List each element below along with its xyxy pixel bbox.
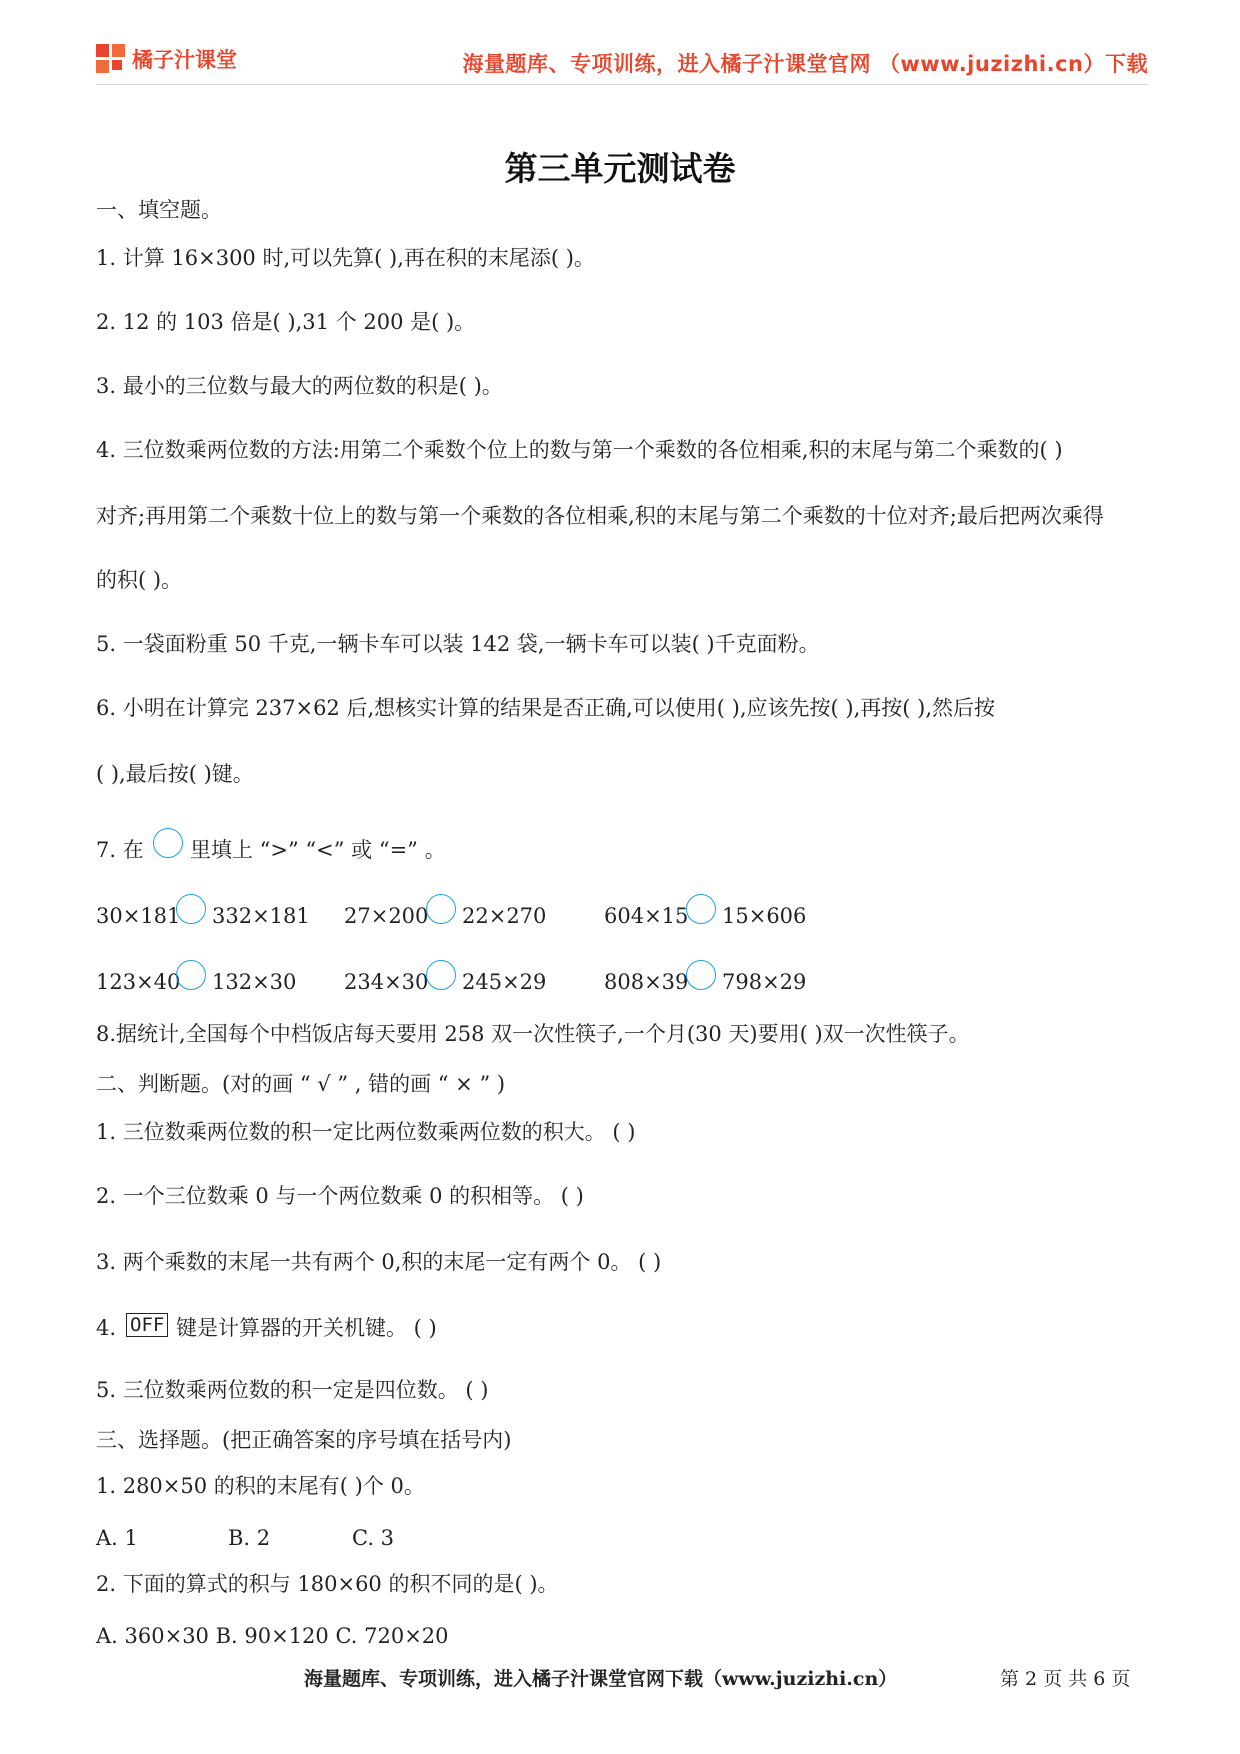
question-1-7-prefix: 7. 在 [96,838,144,862]
question-1-6-line1: 6. 小明在计算完 237×62 后,想核实计算的结果是否正确,可以使用( ),应该先按( ),再按( ),然后按 [96,696,996,720]
compare-blank-circle[interactable] [176,894,206,924]
question-1-5: 5. 一袋面粉重 50 千克,一辆卡车可以装 142 袋,一辆卡车可以装( )千克面粉。 [96,632,820,656]
question-1-4-line3: 的积( )。 [96,568,183,592]
compare-left: 604×15 [604,904,689,928]
compare-circle-icon [153,828,183,858]
compare-blank-circle[interactable] [686,960,716,990]
compare-left: 27×200 [344,904,429,928]
header-divider [96,84,1148,85]
question-1-7-suffix: 里填上 “>” “<” 或 “=” 。 [190,838,446,862]
page-title: 第三单元测试卷 [504,149,736,188]
compare-left: 30×181 [96,904,181,928]
compare-left: 808×39 [604,970,689,994]
section-heading-multiple-choice: 三、选择题。(把正确答案的序号填在括号内) [96,1428,512,1452]
question-1-2: 2. 12 的 103 倍是( ),31 个 200 是( )。 [96,310,476,334]
section-heading-true-false: 二、判断题。(对的画 “ √ ” , 错的画 “ × ” ) [96,1072,506,1096]
compare-blank-circle[interactable] [426,894,456,924]
compare-blank-circle[interactable] [686,894,716,924]
option-b: B. 2 [228,1526,271,1550]
question-2-1: 1. 三位数乘两位数的积一定比两位数乘两位数的积大。 ( ) [96,1120,636,1144]
question-2-4-number: 4. [96,1316,117,1340]
footer-slogan: 海量题库、专项训练，进入橘子汁课堂官网下载（www.juzizhi.cn） [304,1668,898,1690]
question-1-6-line2: ( ),最后按( )键。 [96,762,254,786]
question-2-3: 3. 两个乘数的末尾一共有两个 0,积的末尾一定有两个 0。 ( ) [96,1250,662,1274]
compare-right: 15×606 [722,904,807,928]
site-logo [96,44,237,74]
compare-right: 332×181 [212,904,310,928]
compare-right: 22×270 [462,904,547,928]
question-2-5: 5. 三位数乘两位数的积一定是四位数。 ( ) [96,1378,489,1402]
question-1-1: 1. 计算 16×300 时,可以先算( ),再在积的末尾添( )。 [96,246,595,270]
compare-right: 798×29 [722,970,807,994]
question-1-3: 3. 最小的三位数与最大的两位数的积是( )。 [96,374,503,398]
question-2-2: 2. 一个三位数乘 0 与一个两位数乘 0 的积相等。 ( ) [96,1184,584,1208]
header-slogan: 海量题库、专项训练，进入橘子汁课堂官网 （www.juzizhi.cn）下载 [462,52,1148,76]
question-1-4-line1: 4. 三位数乘两位数的方法:用第二个乘数个位上的数与第一个乘数的各位相乘,积的末尾与第二个乘数的( ) [96,438,1063,462]
page-number: 第 2 页 共 6 页 [1000,1668,1131,1690]
question-3-2: 2. 下面的算式的积与 180×60 的积不同的是( )。 [96,1572,559,1596]
compare-left: 123×40 [96,970,181,994]
question-3-2-options: A. 360×30 B. 90×120 C. 720×20 [96,1624,449,1648]
logo-icon [96,44,126,74]
section-heading-fill-blank: 一、填空题。 [96,198,222,222]
compare-blank-circle[interactable] [426,960,456,990]
question-1-4-line2: 对齐;再用第二个乘数十位上的数与第一个乘数的各位相乘,积的末尾与第二个乘数的十位对齐;最后把两次乘得 [96,504,1104,528]
question-1-8: 8.据统计,全国每个中档饭店每天要用 258 双一次性筷子,一个月(30 天)要用( )双一次性筷子。 [96,1022,970,1046]
option-c: C. 3 [352,1526,395,1550]
compare-left: 234×30 [344,970,429,994]
compare-right: 132×30 [212,970,297,994]
off-key-icon: OFF [126,1313,168,1337]
compare-right: 245×29 [462,970,547,994]
question-3-1: 1. 280×50 的积的末尾有( )个 0。 [96,1474,425,1498]
compare-blank-circle[interactable] [176,960,206,990]
question-2-4: 键是计算器的开关机键。 ( ) [176,1316,437,1340]
logo-text: 橘子汁课堂 [132,48,237,72]
option-a: A. 1 [96,1526,138,1550]
